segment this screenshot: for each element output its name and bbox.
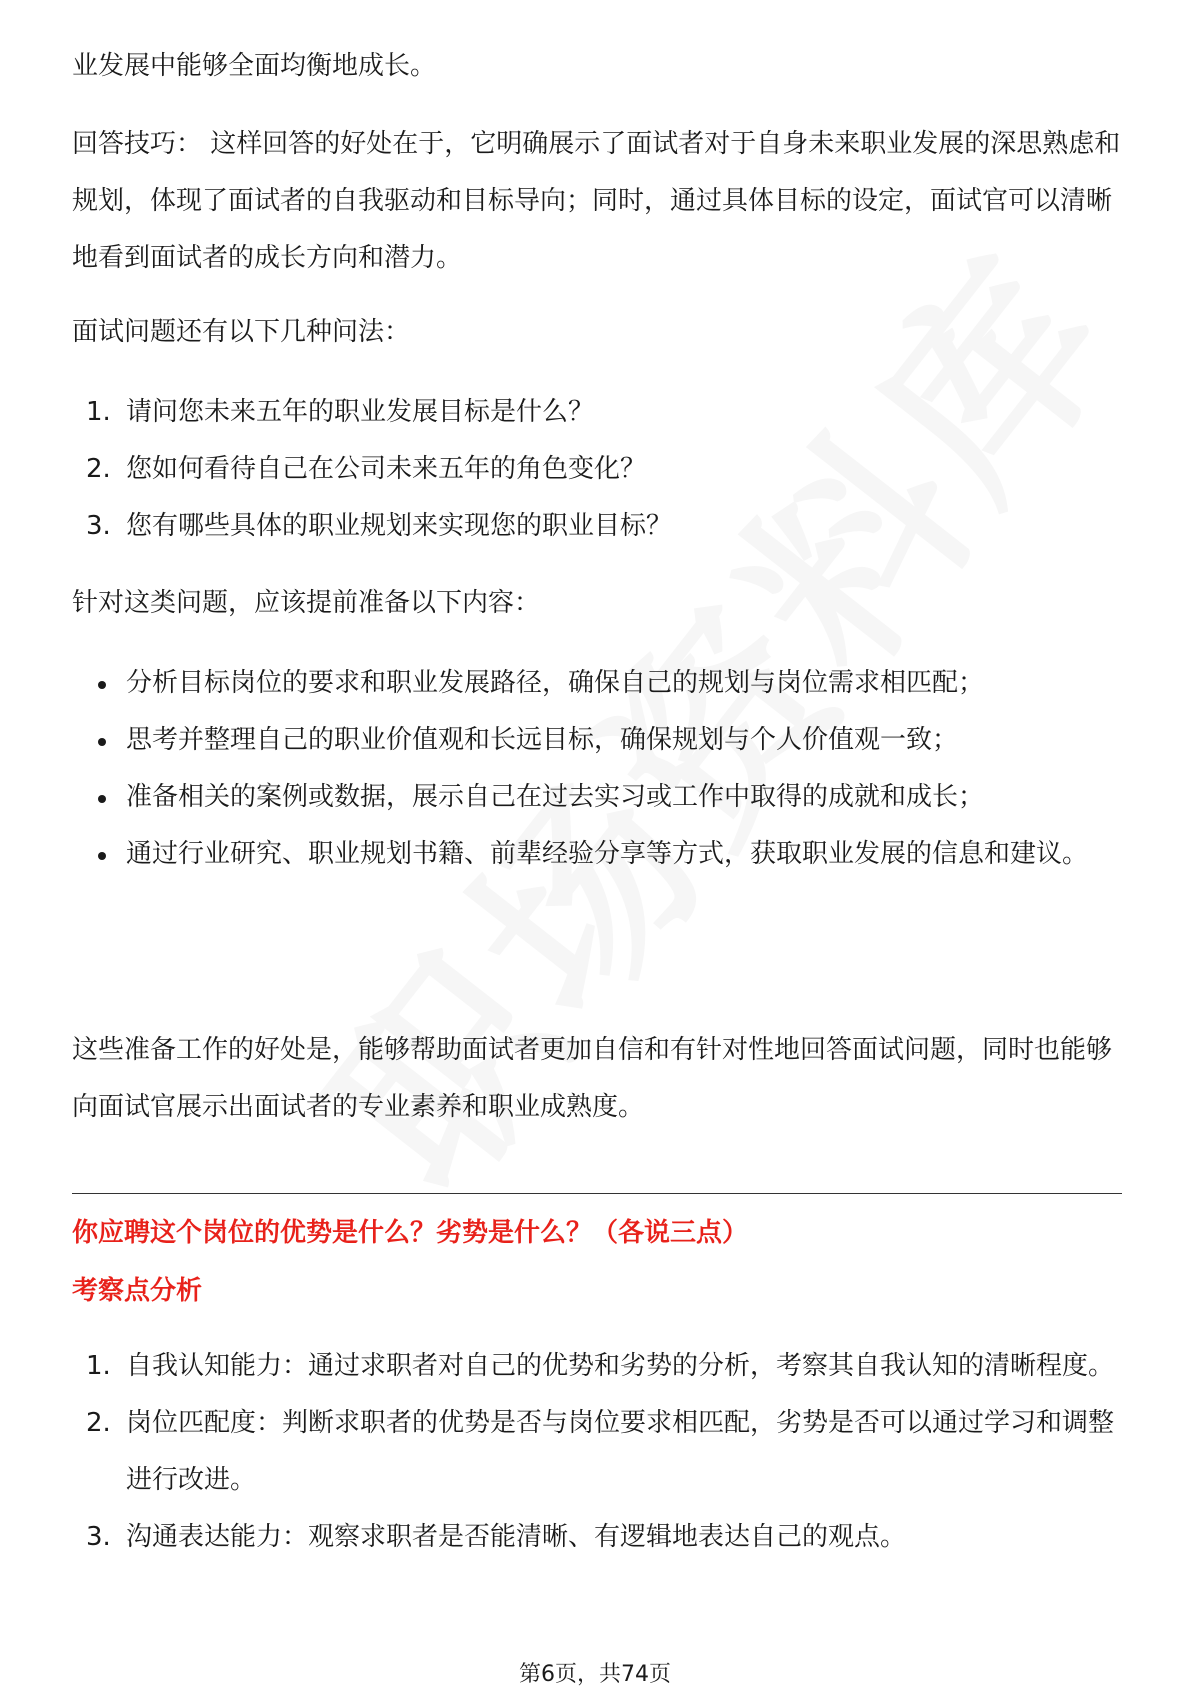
list-item-text: 沟通表达能力：观察求职者是否能清晰、有逻辑地表达自己的观点。 bbox=[126, 1522, 907, 1552]
bullet-icon bbox=[98, 795, 106, 803]
list-number: 3. bbox=[86, 1522, 111, 1552]
intro-tail-paragraph: 业发展中能够全面均衡地成长。 bbox=[72, 51, 437, 81]
analysis-title: 考察点分析 bbox=[72, 1276, 203, 1306]
list-item bbox=[72, 712, 1122, 769]
list-item bbox=[72, 655, 1122, 712]
analysis-list bbox=[72, 1338, 1122, 1566]
bullet-icon bbox=[98, 852, 106, 860]
page-number-footer: 第6页，共74页 bbox=[519, 1662, 671, 1687]
bullet-icon bbox=[98, 738, 106, 746]
list-item bbox=[72, 1395, 1122, 1509]
list-item bbox=[72, 384, 1122, 441]
prep-intro: 针对这类问题，应该提前准备以下内容： bbox=[72, 588, 541, 618]
list-item-text: 请问您未来五年的职业发展目标是什么？ bbox=[126, 397, 595, 427]
list-number: 2. bbox=[86, 454, 111, 484]
list-item-text: 思考并整理自己的职业价值观和长远目标，确保规划与个人价值观一致； bbox=[126, 725, 959, 755]
list-number: 1. bbox=[86, 1351, 111, 1381]
list-item-text: 岗位匹配度：判断求职者的优势是否与岗位要求相匹配，劣势是否可以通过学习和调整进行改进。 bbox=[126, 1408, 1115, 1495]
question-title: 你应聘这个岗位的优势是什么？劣势是什么？（各说三点） bbox=[72, 1218, 749, 1248]
list-item-text: 分析目标岗位的要求和职业发展路径，确保自己的规划与岗位需求相匹配； bbox=[126, 668, 985, 698]
variants-list bbox=[72, 384, 1122, 555]
list-number: 2. bbox=[86, 1408, 111, 1438]
variants-intro: 面试问题还有以下几种问法： bbox=[72, 317, 411, 347]
list-item bbox=[72, 826, 1122, 883]
list-item-text: 您如何看待自己在公司未来五年的角色变化？ bbox=[126, 454, 647, 484]
section-divider bbox=[72, 1193, 1122, 1194]
list-item-text: 您有哪些具体的职业规划来实现您的职业目标？ bbox=[126, 511, 673, 541]
prep-list bbox=[72, 655, 1122, 883]
list-number: 1. bbox=[86, 397, 111, 427]
answer-tip-paragraph: 回答技巧： 这样回答的好处在于，它明确展示了面试者对于自身未来职业发展的深思熟虑和规划，体现了面试者的自我驱动和目标导向；同时，通过具体目标的设定，面试官可以清晰地看到面试者的成长方向和潜力。 bbox=[72, 129, 1121, 273]
benefit-paragraph: 这些准备工作的好处是，能够帮助面试者更加自信和有针对性地回答面试问题，同时也能够向面试官展示出面试者的专业素养和职业成熟度。 bbox=[72, 1035, 1113, 1122]
list-item-text: 准备相关的案例或数据，展示自己在过去实习或工作中取得的成就和成长； bbox=[126, 782, 985, 812]
bullet-icon bbox=[98, 681, 106, 689]
list-item bbox=[72, 769, 1122, 826]
list-item-text: 通过行业研究、职业规划书籍、前辈经验分享等方式，获取职业发展的信息和建议。 bbox=[126, 839, 1089, 869]
list-item bbox=[72, 1509, 1122, 1566]
list-item bbox=[72, 441, 1122, 498]
list-item bbox=[72, 498, 1122, 555]
list-number: 3. bbox=[86, 511, 111, 541]
list-item bbox=[72, 1338, 1122, 1395]
list-item-text: 自我认知能力：通过求职者对自己的优势和劣势的分析，考察其自我认知的清晰程度。 bbox=[126, 1351, 1115, 1381]
